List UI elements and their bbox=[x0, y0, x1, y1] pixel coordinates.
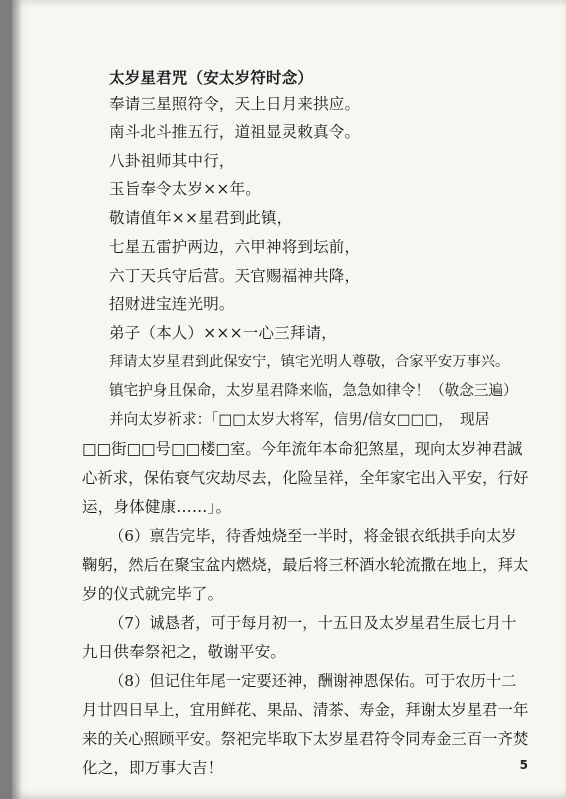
text-line: 运，身体健康……」。 bbox=[82, 498, 232, 516]
text-line: 奉请三星照符令，天上日月来拱应。 bbox=[109, 95, 361, 113]
text-line: （6）禀告完毕，待香烛烧至一半时，将金银衣纸拱手向太岁 bbox=[109, 527, 517, 545]
text-line: 九日供奉祭祀之，敬谢平安。 bbox=[82, 643, 287, 661]
text-line: 并向太岁祈求：「□□太岁大将军，信男/信女□□□， 现居 bbox=[109, 411, 490, 428]
text-line: 敬请值年××星君到此镇， bbox=[109, 209, 293, 227]
text-line: 来的关心照顾平安。祭祀完毕取下太岁星君符令同寿金三百一齐焚 bbox=[82, 730, 529, 748]
text-line: 鞠躬，然后在聚宝盆内燃烧，最后将三杯酒水轮流撒在地上，拜太 bbox=[82, 556, 529, 574]
text-line: 八卦祖师其中行， bbox=[109, 152, 235, 170]
text-line: 镇宅护身且保命，太岁星君降来临，急急如律令！（敬念三遍） bbox=[109, 382, 518, 399]
text-line: 南斗北斗推五行，道祖显灵敕真令。 bbox=[109, 123, 361, 141]
text-line: □□街□□号□□楼□室。今年流年本命犯煞星，现向太岁神君誠 bbox=[82, 440, 523, 458]
text-line: （8）但记住年尾一定要还神，酬谢神恩保佑。可于农历十二 bbox=[109, 672, 517, 690]
text-line: 心祈求，保佑衰气灾劫尽去，化险呈祥，全年家宅出入平安，行好 bbox=[82, 469, 529, 487]
text-line: 玉旨奉令太岁××年。 bbox=[109, 180, 261, 198]
text-line: 拜请太岁星君到此保安宁，镇宅光明人尊敬，合家平安万事兴。 bbox=[109, 354, 510, 370]
text-line: 化之，即万事大吉！ bbox=[82, 759, 224, 777]
text-line: （7）诚恳者，可于每月初一，十五日及太岁星君生辰七月十 bbox=[109, 614, 517, 632]
page-number: 5 bbox=[519, 758, 528, 772]
text-line: 六丁天兵守后营。天官赐福神共降， bbox=[109, 267, 361, 285]
text-line: 月廿四日早上，宜用鲜花、果品、清茶、寿金，拜谢太岁星君一年 bbox=[82, 701, 529, 719]
text-line: 弟子（本人）×××一心三拜请， bbox=[109, 324, 337, 342]
text-line: 岁的仪式就完毕了。 bbox=[82, 585, 224, 603]
page-spine-shadow bbox=[12, 0, 22, 799]
page-title: 太岁星君咒（安太岁符时念） bbox=[109, 69, 314, 87]
text-line: 七星五雷护两边，六甲神将到坛前， bbox=[109, 238, 361, 256]
text-line: 招财进宝连光明。 bbox=[109, 295, 235, 313]
